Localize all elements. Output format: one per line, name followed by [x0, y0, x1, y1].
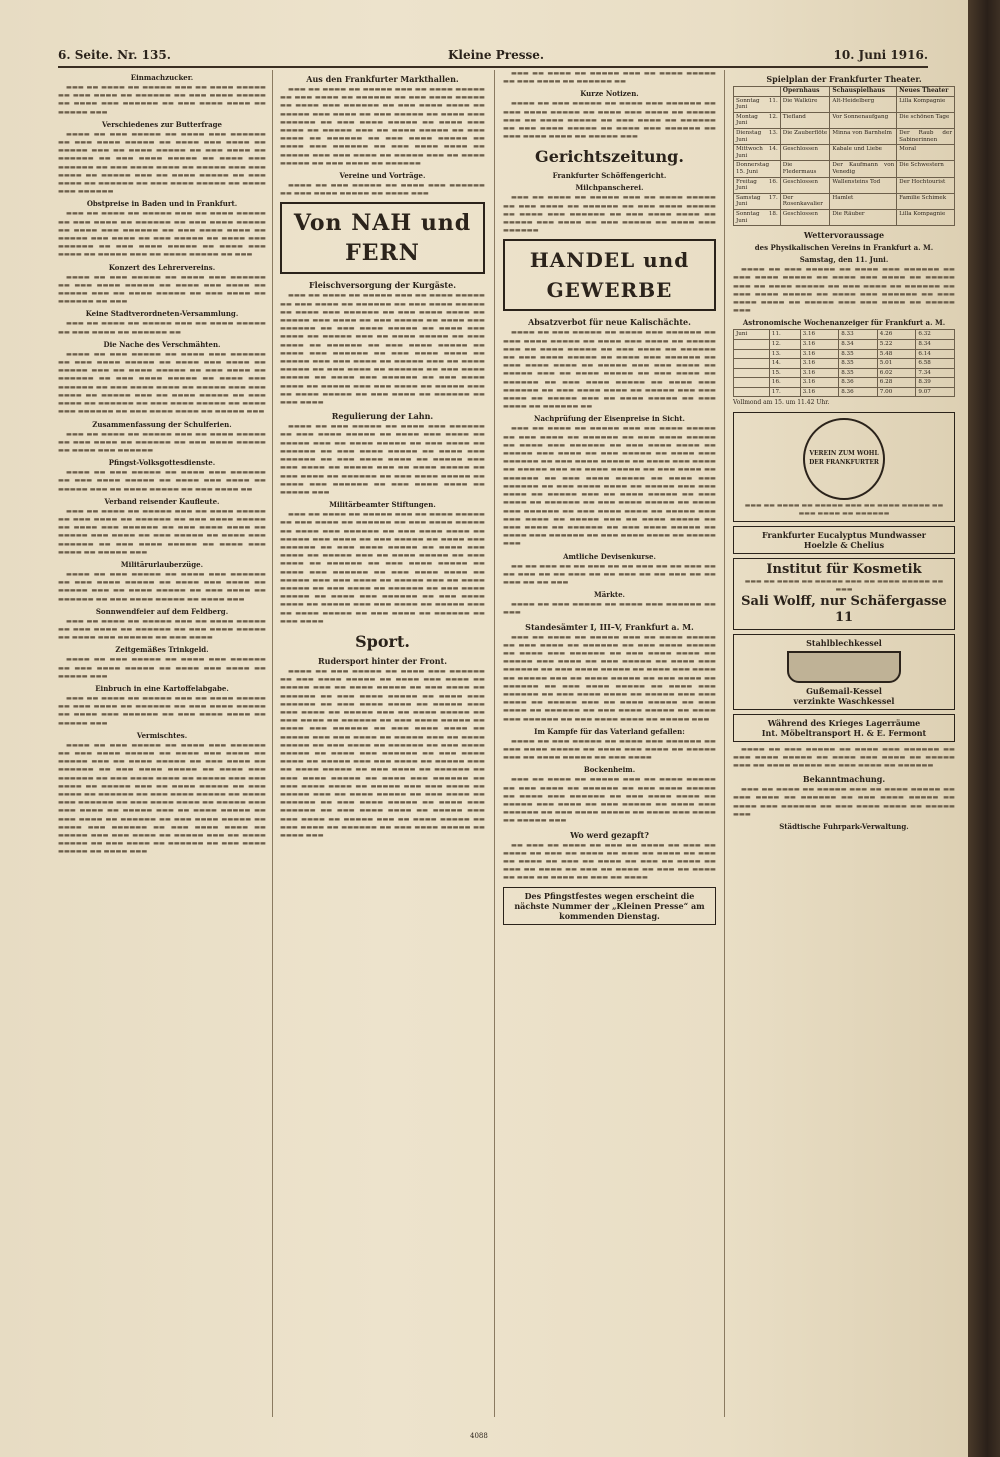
article-body: ▬▬▬ ▬▬ ▬▬▬▬ ▬▬ ▬▬▬▬▬ ▬▬▬ ▬▬ ▬▬▬▬ ▬▬▬▬▬ ▬▬ ▬▬▬ ▬▬▬▬ ▬▬ ▬▬▬▬▬▬ ▬▬ ▬▬▬ ▬▬▬▬ ▬▬▬▬▬ ▬▬ ▬▬▬▬ ▬▬▬ ▬▬▬▬▬▬ ▬▬ ▬▬▬ ▬▬▬▬ ▬▬▬▬ ▬▬ ▬▬▬▬▬ ▬▬▬ ▬▬▬▬ ▬▬ ▬▬▬ ▬▬▬▬▬ ▬▬ ▬▬▬▬ ▬▬▬ ▬▬▬▬▬▬ ▬▬ ▬▬▬ ▬▬▬▬ ▬▬▬▬▬ ▬▬ ▬▬▬▬ ▬▬▬ ▬▬▬▬ ▬▬ ▬▬▬▬▬ ▬▬▬ ▬▬ ▬▬▬▬ ▬▬▬▬▬ ▬▬ ▬▬▬ ▬▬▬▬ ▬▬ ▬▬▬▬▬▬ ▬▬ ▬▬▬ ▬▬▬▬ ▬▬▬▬▬ ▬▬ ▬▬▬▬ ▬▬▬ ▬▬▬▬▬▬ ▬▬ ▬▬▬ ▬▬▬▬ ▬▬▬▬ ▬▬ ▬▬▬▬▬ ▬▬▬ ▬▬▬ ▬▬▬▬ ▬▬ ▬▬▬▬▬ ▬▬▬ ▬▬ ▬▬▬▬ ▬▬▬▬▬ ▬▬ ▬▬▬ ▬▬▬▬ ▬▬ ▬▬▬▬▬▬ ▬▬ ▬▬▬ ▬▬▬▬ ▬▬▬▬▬ ▬▬ ▬▬▬▬ ▬▬▬ ▬▬▬▬▬▬ ▬▬ ▬▬▬ ▬▬▬▬ ▬▬▬▬ ▬▬ ▬▬▬▬▬ ▬▬▬ ▬▬▬ ▬▬▬▬ ▬▬ ▬▬▬▬▬ ▬▬▬ ▬▬ ▬▬▬▬ ▬▬▬▬▬ ▬▬ ▬▬▬ ▬▬▬▬ ▬▬ ▬▬▬▬▬▬ ▬▬ ▬▬▬ ▬▬▬▬ [280, 292, 485, 407]
table-cell: Die Fledermaus [780, 161, 830, 177]
article-heading: Militärurlauberzüge. [120, 559, 204, 569]
article-body: ▬▬▬ ▬▬ ▬▬▬▬ ▬▬ ▬▬▬▬▬ ▬▬▬ ▬▬ ▬▬▬▬ ▬▬▬▬▬ ▬▬ ▬▬▬ ▬▬▬▬ ▬▬ ▬▬▬▬▬▬ ▬▬ ▬▬▬ ▬▬▬▬ ▬▬▬▬▬ ▬▬ ▬▬▬▬ ▬▬▬ ▬▬▬▬▬▬ ▬▬ ▬▬▬ ▬▬▬▬ ▬▬▬▬ ▬▬ ▬▬▬▬▬ ▬▬▬ ▬▬▬▬ ▬▬ ▬▬▬ ▬▬▬▬▬ ▬▬ ▬▬▬▬ ▬▬▬ ▬▬▬▬▬▬ ▬▬ ▬▬▬ ▬▬▬▬ ▬▬▬▬▬ ▬▬ ▬▬▬▬ ▬▬▬ ▬▬▬▬ ▬▬ ▬▬▬▬▬ ▬▬▬ ▬▬ ▬▬▬▬ ▬▬▬▬▬ ▬▬ ▬▬▬ ▬▬▬▬ ▬▬ ▬▬▬▬▬▬ ▬▬ ▬▬▬ ▬▬▬▬ ▬▬▬▬▬ ▬▬ ▬▬▬▬ ▬▬▬ ▬▬▬▬▬▬ ▬▬ ▬▬▬ ▬▬▬▬ ▬▬▬▬ ▬▬ ▬▬▬▬▬ ▬▬▬ ▬▬▬ ▬▬▬▬ ▬▬ ▬▬▬▬▬ ▬▬▬ ▬▬ ▬▬▬▬ ▬▬▬▬▬ ▬▬ ▬▬▬ ▬▬▬▬ ▬▬ ▬▬▬▬▬▬ ▬▬ ▬▬▬ ▬▬▬▬ ▬▬▬▬▬ ▬▬ ▬▬▬▬ ▬▬▬ ▬▬▬▬▬▬ ▬▬ ▬▬▬ ▬▬▬▬ ▬▬▬▬ ▬▬ ▬▬▬▬▬ ▬▬▬ ▬▬▬ ▬▬▬▬ ▬▬ ▬▬▬▬▬ ▬▬▬ ▬▬ ▬▬▬▬ ▬▬▬▬▬ ▬▬ ▬▬▬ ▬▬▬▬ ▬▬ ▬▬▬▬▬▬ ▬▬ ▬▬▬ ▬▬▬▬ ▬▬▬▬▬ ▬▬ ▬▬▬▬ ▬▬▬ ▬▬▬▬▬▬ ▬▬ ▬▬▬ ▬▬▬▬ ▬▬▬▬ ▬▬ ▬▬▬▬▬ ▬▬▬ [503, 425, 716, 548]
table-cell: Der Kaufmann von Venedig [830, 161, 897, 177]
article-body: ▬▬▬ ▬▬ ▬▬▬▬ ▬▬ ▬▬▬▬▬ ▬▬▬ ▬▬ ▬▬▬▬ ▬▬▬▬▬ ▬▬ ▬▬▬ ▬▬▬▬ ▬▬ ▬▬▬▬▬▬ ▬▬ ▬▬▬ ▬▬▬▬ ▬▬▬▬▬ ▬▬ ▬▬▬▬ ▬▬▬ ▬▬▬▬▬▬ ▬▬ ▬▬▬ ▬▬▬▬ ▬▬▬▬ ▬▬ ▬▬▬▬▬ ▬▬▬ ▬▬▬▬ ▬▬ ▬▬▬ ▬▬▬▬▬ ▬▬ ▬▬▬▬ ▬▬▬ ▬▬▬▬▬▬ ▬▬ ▬▬▬ ▬▬▬▬ ▬▬▬▬▬ ▬▬ ▬▬▬▬ ▬▬▬ ▬▬▬▬ ▬▬ ▬▬▬▬▬ ▬▬▬ [58, 507, 266, 556]
table-cell: 6.32 [916, 330, 955, 340]
column-header [734, 87, 781, 97]
table-cell: 14. [769, 359, 800, 369]
advertisement-mundwasser [733, 526, 955, 554]
article-heading: Aus den Frankfurter Markthallen. [306, 74, 459, 84]
article-body: ▬▬▬ ▬▬ ▬▬▬▬ ▬▬ ▬▬▬▬▬ ▬▬▬ ▬▬ ▬▬▬▬ ▬▬▬▬▬ ▬▬ ▬▬▬ ▬▬▬▬ ▬▬ ▬▬▬▬▬▬ ▬▬ ▬▬▬ ▬▬▬▬ ▬▬▬▬▬ ▬▬ ▬▬▬▬ ▬▬▬ ▬▬▬▬▬▬ ▬▬ ▬▬▬ ▬▬▬▬ ▬▬▬▬ ▬▬ ▬▬▬▬▬ ▬▬▬ ▬▬▬▬ ▬▬ ▬▬▬ ▬▬▬▬▬ ▬▬ ▬▬▬▬ ▬▬▬ ▬▬▬▬▬▬ ▬▬ ▬▬▬ ▬▬▬▬ ▬▬▬▬▬ ▬▬ ▬▬▬▬ ▬▬▬ ▬▬▬▬ ▬▬ ▬▬▬▬▬ ▬▬▬ ▬▬ ▬▬▬▬ ▬▬▬▬▬ ▬▬ ▬▬▬ ▬▬▬▬ ▬▬ ▬▬▬▬▬▬ ▬▬ ▬▬▬ ▬▬▬▬ ▬▬▬▬▬ ▬▬ ▬▬▬▬ ▬▬▬ ▬▬▬▬▬▬ ▬▬ ▬▬▬ ▬▬▬▬ ▬▬▬▬ ▬▬ ▬▬▬▬▬ ▬▬▬ ▬▬▬ ▬▬▬▬ ▬▬ ▬▬▬▬▬ ▬▬▬ ▬▬ ▬▬▬▬ ▬▬▬▬▬ ▬▬ ▬▬▬ ▬▬▬▬ ▬▬ ▬▬▬▬▬▬ [280, 86, 485, 167]
article-heading: Märkte. [594, 590, 625, 600]
table-row [734, 177, 955, 193]
table-row [734, 112, 955, 128]
article-body: ▬▬▬▬ ▬▬ ▬▬▬ ▬▬▬▬▬ ▬▬ ▬▬▬▬ ▬▬▬ ▬▬▬▬▬▬ ▬▬ ▬▬▬ [503, 601, 716, 617]
table-cell: 6.58 [916, 359, 955, 369]
masthead [58, 44, 928, 68]
table-cell: Geschlossen [780, 145, 830, 161]
article-heading: Im Kampfe für das Vaterland gefallen: [534, 726, 685, 736]
table-cell: Minna von Barnhelm [830, 128, 897, 144]
article-body: ▬▬▬▬ ▬▬ ▬▬▬ ▬▬▬▬▬ ▬▬ ▬▬▬▬ ▬▬▬ ▬▬▬▬▬▬ ▬▬ ▬▬▬ ▬▬▬▬ ▬▬▬▬▬ ▬▬ ▬▬▬▬ ▬▬▬ ▬▬▬▬ ▬▬ ▬▬▬▬▬ ▬▬▬ ▬▬ ▬▬▬▬ ▬▬▬▬▬ ▬▬ ▬▬▬ ▬▬▬▬ ▬▬ ▬▬▬▬▬▬ ▬▬ ▬▬▬ ▬▬▬▬ ▬▬▬▬▬ ▬▬ ▬▬▬▬ ▬▬▬ ▬▬▬▬▬▬ ▬▬ ▬▬▬ ▬▬▬▬ ▬▬▬▬ ▬▬ ▬▬▬▬▬ ▬▬▬ ▬▬▬ ▬▬▬▬ ▬▬ ▬▬▬▬▬ ▬▬▬ [733, 266, 955, 315]
column-header: Neues Theater [897, 87, 955, 97]
table-row [734, 378, 955, 388]
ad-title: Stahlblechkessel [806, 637, 882, 648]
article-heading: Die Nache des Verschmähten. [103, 339, 221, 349]
table-cell: 3.16 [800, 349, 839, 359]
column-rule [724, 70, 725, 1417]
table-header-row [734, 87, 955, 97]
table-cell: 8.35 [839, 368, 878, 378]
ad-title: Während des Krieges Lagerräume [767, 717, 921, 728]
table-cell: Dienstag 13. Juni [734, 128, 781, 144]
holiday-notice [503, 887, 716, 925]
table-row [734, 193, 955, 209]
advertisement-lager [733, 714, 955, 742]
column-2 [280, 70, 485, 1427]
article-heading: Nachprüfung der Eisenpreise in Sicht. [534, 414, 685, 424]
astronomy-title: Astronomische Wochenanzeiger für Frankfurt a. M. [742, 318, 946, 328]
article-heading: Fleischversorgung der Kurgäste. [309, 280, 456, 291]
ad-title: Institut für Kosmetik [766, 561, 922, 577]
table-cell: 6.14 [916, 349, 955, 359]
table-cell: 15. [769, 368, 800, 378]
table-cell: Wallensteins Tod [830, 177, 897, 193]
table-cell: Die Zauberflöte [780, 128, 830, 144]
article-body: ▬▬▬▬ ▬▬ ▬▬▬ ▬▬▬▬▬ ▬▬ ▬▬▬▬ ▬▬▬ ▬▬▬▬▬▬ ▬▬ ▬▬▬ ▬▬▬▬ ▬▬▬▬▬ ▬▬ ▬▬▬▬ ▬▬▬ ▬▬▬▬ ▬▬ ▬▬▬▬▬ ▬▬▬ [58, 656, 266, 680]
ad-subtitle: verzinkte Waschkessel [793, 695, 895, 706]
astronomy-note: Vollmond am 15. um 11.42 Uhr. [733, 399, 830, 407]
table-cell: 3.16 [800, 368, 839, 378]
article-subheading: Milchpanscherei. [575, 183, 644, 193]
table-cell: 12. [769, 339, 800, 349]
table-cell: 7.00 [877, 387, 916, 397]
table-cell [734, 339, 770, 349]
article-body: ▬▬▬▬ ▬▬ ▬▬▬ ▬▬▬▬▬ ▬▬ ▬▬▬▬ ▬▬▬ ▬▬▬▬▬▬ ▬▬ ▬▬▬ ▬▬▬▬ ▬▬▬▬▬ ▬▬ ▬▬▬▬ ▬▬▬ ▬▬▬▬ ▬▬ ▬▬▬▬▬ ▬▬▬ ▬▬ ▬▬▬▬ ▬▬▬▬▬ ▬▬ ▬▬▬ ▬▬▬▬ ▬▬ ▬▬▬▬▬▬ ▬▬ ▬▬▬ ▬▬▬▬ ▬▬▬▬▬ ▬▬ ▬▬▬▬ ▬▬▬ ▬▬▬▬▬▬ ▬▬ ▬▬▬ ▬▬▬▬ ▬▬▬▬ ▬▬ ▬▬▬▬▬ ▬▬▬ ▬▬▬ ▬▬▬▬ ▬▬ ▬▬▬▬▬ ▬▬▬ ▬▬ ▬▬▬▬ ▬▬▬▬▬ ▬▬ ▬▬▬ ▬▬▬▬ ▬▬ ▬▬▬▬▬▬ ▬▬ ▬▬▬ ▬▬▬▬ ▬▬▬▬▬ ▬▬ ▬▬▬▬ ▬▬▬ ▬▬▬▬▬▬ ▬▬ ▬▬▬ ▬▬▬▬ ▬▬▬▬ ▬▬ ▬▬▬▬▬ ▬▬▬ ▬▬▬ ▬▬▬▬ ▬▬ ▬▬▬▬▬ ▬▬▬ ▬▬ ▬▬▬▬ ▬▬▬▬▬ ▬▬ ▬▬▬ ▬▬▬▬ ▬▬ ▬▬▬▬▬▬ ▬▬ [503, 329, 716, 411]
article-body: ▬▬▬▬ ▬▬ ▬▬▬ ▬▬▬▬▬ ▬▬ ▬▬▬▬ ▬▬▬ ▬▬▬▬▬▬ ▬▬ ▬▬▬ ▬▬▬▬ ▬▬▬▬▬ ▬▬ ▬▬▬▬ ▬▬▬ ▬▬▬▬ ▬▬ ▬▬▬▬▬ ▬▬▬ ▬▬ ▬▬▬▬ ▬▬▬▬▬ ▬▬ ▬▬▬ ▬▬▬▬ ▬▬ ▬▬▬▬▬▬ ▬▬ ▬▬▬ ▬▬▬▬ ▬▬▬▬▬ ▬▬ ▬▬▬▬ ▬▬▬ ▬▬▬▬▬▬ ▬▬ ▬▬▬ ▬▬▬▬ ▬▬▬▬ ▬▬ ▬▬▬▬▬ ▬▬▬ ▬▬▬ ▬▬▬▬ ▬▬ ▬▬▬▬▬ ▬▬▬ ▬▬ ▬▬▬▬ ▬▬▬▬▬ ▬▬ ▬▬▬ ▬▬▬▬ ▬▬ ▬▬▬▬▬▬ ▬▬ ▬▬▬ ▬▬▬▬ ▬▬▬▬▬ ▬▬ ▬▬▬▬ ▬▬▬ ▬▬▬▬▬▬ [58, 130, 266, 196]
ad-body: ▬▬▬ ▬▬ ▬▬▬▬ ▬▬ ▬▬▬▬▬ ▬▬▬ ▬▬ ▬▬▬▬ ▬▬▬▬▬ ▬▬ ▬▬▬ [744, 577, 944, 593]
table-cell: Sonntag 11. Juni [734, 96, 781, 112]
table-cell: Mittwoch 14. Juni [734, 145, 781, 161]
table-cell: 8.36 [839, 378, 878, 388]
article-body: ▬▬▬ ▬▬ ▬▬▬▬ ▬▬ ▬▬▬▬▬ ▬▬▬ ▬▬ ▬▬▬▬ ▬▬▬▬▬ ▬▬ ▬▬▬ ▬▬▬▬ ▬▬ ▬▬▬▬▬▬ ▬▬ ▬▬▬ ▬▬▬▬ ▬▬▬▬▬ ▬▬ ▬▬▬▬ ▬▬▬ ▬▬▬▬▬▬ ▬▬ ▬▬▬ ▬▬▬▬ ▬▬▬▬ ▬▬ ▬▬▬▬▬ ▬▬▬ ▬▬▬▬ ▬▬ ▬▬▬ ▬▬▬▬▬ ▬▬ ▬▬▬▬ ▬▬▬ ▬▬▬▬▬▬ ▬▬ ▬▬▬ ▬▬▬▬ ▬▬▬▬▬ ▬▬ ▬▬▬▬ ▬▬▬ ▬▬▬▬ ▬▬ ▬▬▬▬▬ ▬▬▬ [503, 776, 716, 825]
table-cell: 5.48 [877, 349, 916, 359]
article-body: ▬▬ ▬▬▬ ▬▬ ▬▬▬▬ ▬▬ ▬▬▬ ▬▬ ▬▬▬▬ ▬▬ ▬▬▬ ▬▬ ▬▬▬▬ ▬▬ ▬▬▬ ▬▬ ▬▬▬▬ ▬▬ ▬▬▬ ▬▬ ▬▬▬▬ ▬▬ ▬▬▬ ▬▬ ▬▬▬▬ ▬▬ ▬▬▬ ▬▬ ▬▬▬▬ ▬▬ ▬▬▬ ▬▬ ▬▬▬▬ ▬▬ ▬▬▬ ▬▬ ▬▬▬▬ ▬▬ ▬▬▬ ▬▬ ▬▬▬▬ ▬▬ ▬▬▬ ▬▬ ▬▬▬▬ ▬▬ ▬▬▬ ▬▬ ▬▬▬▬ ▬▬ ▬▬▬ ▬▬ ▬▬▬▬ [503, 841, 716, 882]
book-spine [968, 0, 1000, 1457]
article-heading: Vereine und Vorträge. [339, 171, 426, 181]
advertisement-kessel [733, 634, 955, 710]
table-row [734, 349, 955, 359]
article-heading: Einbruch in eine Kartoffelabgabe. [95, 683, 229, 693]
table-cell: 9.07 [916, 387, 955, 397]
article-heading: Absatzverbot für neue Kalischächte. [528, 317, 691, 328]
column-header: Opernhaus [780, 87, 830, 97]
table-cell: Vor Sonnenaufgang [830, 112, 897, 128]
section-banner-handel-und-gewerbe: HANDEL und GEWERBE [503, 239, 716, 311]
table-cell: Alt-Heidelberg [830, 96, 897, 112]
table-cell [734, 359, 770, 369]
table-cell: Kabale und Liebe [830, 145, 897, 161]
astronomy-table [733, 329, 955, 397]
table-row [734, 128, 955, 144]
article-heading: Sonnwendfeier auf dem Feldberg. [95, 606, 229, 616]
article-heading: Verschiedenes zur Butterfrage [102, 119, 222, 129]
table-cell: Die Schwestern [897, 161, 955, 177]
issue-date: 10. Juni 1916. [833, 48, 928, 62]
column-rule [494, 70, 495, 1417]
paper-title: Kleine Presse. [448, 48, 545, 62]
table-row [734, 359, 955, 369]
article-body: ▬▬▬▬ ▬▬ ▬▬▬ ▬▬▬▬▬ ▬▬ ▬▬▬▬ ▬▬▬ ▬▬▬▬▬▬ ▬▬ ▬▬▬ ▬▬▬▬ ▬▬▬▬▬ ▬▬ ▬▬▬▬ ▬▬▬ ▬▬▬▬ ▬▬ ▬▬▬▬▬ ▬▬▬ ▬▬ ▬▬▬▬ ▬▬▬▬▬ ▬▬ ▬▬▬ ▬▬▬▬ [503, 737, 716, 762]
article-heading: Obstpreise in Baden und in Frankfurt. [86, 199, 238, 209]
table-cell: Der Raub der Sabinerinnen [897, 128, 955, 144]
ad-firm: Hoelzle & Chelius [803, 539, 885, 550]
table-cell: 6.28 [877, 378, 916, 388]
signature-line: Städtische Fuhrpark-Verwaltung. [779, 822, 909, 832]
article-heading: Konzert des Lehrervereins. [108, 262, 216, 272]
article-body: ▬▬▬ ▬▬ ▬▬▬▬ ▬▬ ▬▬▬▬▬ ▬▬▬ ▬▬ ▬▬▬▬ ▬▬▬▬▬ ▬▬ ▬▬▬ ▬▬▬▬ ▬▬ ▬▬▬▬▬▬ ▬▬ ▬▬▬ ▬▬▬▬ ▬▬▬▬▬ ▬▬ ▬▬▬▬ ▬▬▬ ▬▬▬▬▬▬ ▬▬ ▬▬▬ ▬▬▬▬ ▬▬▬▬ ▬▬ ▬▬▬▬▬ ▬▬▬ ▬▬▬▬ ▬▬ ▬▬▬ ▬▬▬▬▬ ▬▬ ▬▬▬▬ ▬▬▬ ▬▬▬▬▬▬ ▬▬ ▬▬▬ ▬▬▬▬ ▬▬▬▬▬ ▬▬ ▬▬▬▬ ▬▬▬ ▬▬▬▬ ▬▬ ▬▬▬▬▬ ▬▬▬ ▬▬ ▬▬▬▬ ▬▬▬▬▬ ▬▬ ▬▬▬ ▬▬▬▬ ▬▬ ▬▬▬▬▬▬ ▬▬ ▬▬▬ ▬▬▬▬ ▬▬▬▬▬ ▬▬ ▬▬▬▬ ▬▬▬ ▬▬▬▬▬▬ ▬▬ ▬▬▬ ▬▬▬▬ ▬▬▬▬ ▬▬ ▬▬▬▬▬ ▬▬▬ ▬▬▬ ▬▬▬▬ ▬▬ ▬▬▬▬▬ ▬▬▬ ▬▬ ▬▬▬▬ ▬▬▬▬▬ ▬▬ ▬▬▬ ▬▬▬▬ ▬▬ ▬▬▬▬▬▬ ▬▬ ▬▬▬ ▬▬▬▬ ▬▬▬▬▬ ▬▬ ▬▬▬▬ ▬▬▬ ▬▬▬▬▬▬ ▬▬ ▬▬▬ ▬▬▬▬ ▬▬▬▬ ▬▬ ▬▬▬▬▬ ▬▬▬ [503, 633, 716, 723]
table-row [734, 368, 955, 378]
table-cell: Moral [897, 145, 955, 161]
table-cell: Montag 12. Juni [734, 112, 781, 128]
table-cell [734, 378, 770, 388]
article-body: ▬▬▬▬ ▬▬ ▬▬▬ ▬▬▬▬▬ ▬▬ ▬▬▬▬ ▬▬▬ ▬▬▬▬▬▬ ▬▬ ▬▬▬ ▬▬▬▬ ▬▬▬▬▬ ▬▬ ▬▬▬▬ ▬▬▬ ▬▬▬▬ ▬▬ ▬▬▬▬▬ ▬▬▬ ▬▬ ▬▬▬▬ ▬▬▬▬▬ ▬▬ ▬▬▬ ▬▬▬▬ ▬▬ ▬▬▬▬▬▬ [733, 745, 955, 770]
column-4 [733, 70, 955, 1427]
table-cell: 8.36 [839, 387, 878, 397]
article-body: ▬▬▬▬ ▬▬ ▬▬▬ ▬▬▬▬▬ ▬▬ ▬▬▬▬ ▬▬▬ ▬▬▬▬▬▬ ▬▬ ▬▬▬ ▬▬▬▬ ▬▬▬▬▬ ▬▬ ▬▬▬▬ ▬▬▬ ▬▬▬▬ ▬▬ ▬▬▬▬▬ ▬▬▬ ▬▬ ▬▬▬▬ ▬▬▬▬▬ ▬▬ ▬▬▬ ▬▬▬▬ ▬▬ ▬▬▬▬▬▬ ▬▬ ▬▬▬ ▬▬▬▬ ▬▬▬▬▬ ▬▬ ▬▬▬▬ ▬▬▬ ▬▬▬▬▬▬ ▬▬ ▬▬▬ ▬▬▬▬ ▬▬▬▬ ▬▬ ▬▬▬▬▬ ▬▬▬ ▬▬▬ ▬▬▬▬ ▬▬ ▬▬▬▬▬ ▬▬▬ ▬▬ ▬▬▬▬ ▬▬▬▬▬ ▬▬ ▬▬▬ ▬▬▬▬ ▬▬ ▬▬▬▬▬▬ ▬▬ ▬▬▬ ▬▬▬▬ ▬▬▬▬▬ ▬▬ ▬▬▬▬ ▬▬▬ ▬▬▬▬▬▬ ▬▬ ▬▬▬ ▬▬▬▬ ▬▬▬▬ ▬▬ ▬▬▬▬▬ ▬▬▬ ▬▬▬ ▬▬▬▬ ▬▬ ▬▬▬▬▬ ▬▬▬ ▬▬ ▬▬▬▬ ▬▬▬▬▬ ▬▬ ▬▬▬ ▬▬▬▬ ▬▬ ▬▬▬▬▬▬ ▬▬ ▬▬▬ ▬▬▬▬ ▬▬▬▬▬ ▬▬ ▬▬▬▬ ▬▬▬ ▬▬▬▬▬▬ ▬▬ ▬▬▬ ▬▬▬▬ ▬▬▬▬ ▬▬ ▬▬▬▬▬ ▬▬▬ ▬▬▬ ▬▬▬▬ ▬▬ ▬▬▬▬▬ ▬▬▬ ▬▬ ▬▬▬▬ ▬▬▬▬▬ ▬▬ ▬▬▬ ▬▬▬▬ ▬▬ ▬▬▬▬▬▬ ▬▬ ▬▬▬ ▬▬▬▬ ▬▬▬▬▬ ▬▬ ▬▬▬▬ ▬▬▬ ▬▬▬▬▬▬ ▬▬ ▬▬▬ ▬▬▬▬ ▬▬▬▬ ▬▬ ▬▬▬▬▬ ▬▬▬ ▬▬▬ ▬▬▬▬ ▬▬ ▬▬▬▬▬ ▬▬▬ ▬▬ ▬▬▬▬ ▬▬▬▬▬ ▬▬ ▬▬▬ ▬▬▬▬ ▬▬ ▬▬▬▬▬▬ ▬▬ ▬▬▬ ▬▬▬▬ ▬▬▬▬▬ ▬▬ ▬▬▬▬ ▬▬▬ ▬▬▬▬▬▬ ▬▬ ▬▬▬ ▬▬▬▬ ▬▬▬▬ ▬▬ ▬▬▬▬▬ ▬▬▬ ▬▬▬ ▬▬▬▬ ▬▬ ▬▬▬▬▬ ▬▬▬ ▬▬ ▬▬▬▬ ▬▬▬▬▬ ▬▬ ▬▬▬ ▬▬▬▬ ▬▬ ▬▬▬▬▬▬ ▬▬ ▬▬▬ ▬▬▬▬ ▬▬▬▬▬ ▬▬ ▬▬▬▬ ▬▬▬ [280, 667, 485, 840]
table-cell: 8.34 [916, 339, 955, 349]
article-body: ▬▬▬ ▬▬ ▬▬▬▬ ▬▬ ▬▬▬▬▬ ▬▬▬ ▬▬ ▬▬▬▬ ▬▬▬▬▬ ▬▬ ▬▬▬ ▬▬▬▬ ▬▬ ▬▬▬▬▬▬ ▬▬ ▬▬▬ ▬▬▬▬ ▬▬▬▬▬ ▬▬ ▬▬▬▬ ▬▬▬ ▬▬▬▬▬▬ ▬▬ ▬▬▬ ▬▬▬▬ ▬▬▬▬ ▬▬ ▬▬▬▬▬ ▬▬▬ [58, 694, 266, 727]
article-heading: Kurze Notizen. [580, 89, 639, 99]
table-cell: 16. [769, 378, 800, 388]
article-body: ▬▬▬ ▬▬ ▬▬▬▬ ▬▬ ▬▬▬▬▬ ▬▬▬ ▬▬ ▬▬▬▬ ▬▬▬▬▬ ▬▬ ▬▬▬ ▬▬▬▬ ▬▬ ▬▬▬▬▬▬ ▬▬ [503, 70, 716, 86]
table-cell: 3.16 [800, 378, 839, 388]
theater-schedule-title: Spielplan der Frankfurter Theater. [766, 74, 922, 84]
seal-emblem-icon: VEREIN ZUM WOHL DER FRANKFURTER [803, 418, 885, 500]
column-rule [272, 70, 273, 1417]
ad-shop: Sali Wolff, nur Schäfergasse 11 [741, 593, 947, 625]
article-body: ▬▬▬ ▬▬ ▬▬▬▬ ▬▬ ▬▬▬▬▬ ▬▬▬ ▬▬ ▬▬▬▬ ▬▬▬▬▬ ▬▬ ▬▬▬ ▬▬▬▬ ▬▬ ▬▬▬▬▬▬ ▬▬ ▬▬▬ ▬▬▬▬ ▬▬▬▬▬ ▬▬ ▬▬▬▬ ▬▬▬ ▬▬▬▬▬▬ ▬▬ ▬▬▬ ▬▬▬▬ ▬▬▬▬ ▬▬ ▬▬▬▬▬ ▬▬▬ ▬▬▬▬ ▬▬ ▬▬▬ ▬▬▬▬▬ ▬▬ ▬▬▬▬ ▬▬▬ ▬▬▬▬▬▬ [503, 194, 716, 235]
article-body: ▬▬▬▬ ▬▬ ▬▬▬ ▬▬▬▬▬ ▬▬ ▬▬▬▬ ▬▬▬ ▬▬▬▬▬▬ ▬▬ ▬▬▬ ▬▬▬▬ ▬▬▬▬▬ ▬▬ ▬▬▬▬ ▬▬▬ ▬▬▬▬ ▬▬ ▬▬▬▬▬ ▬▬▬ ▬▬ ▬▬▬▬ ▬▬▬▬▬ ▬▬ ▬▬▬ ▬▬▬▬ ▬▬ ▬▬▬▬▬▬ ▬▬ ▬▬▬ ▬▬▬▬ ▬▬▬▬▬ ▬▬ ▬▬▬▬ ▬▬▬ ▬▬▬▬▬▬ ▬▬ ▬▬▬ ▬▬▬▬ ▬▬▬▬ ▬▬ ▬▬▬▬▬ ▬▬▬ ▬▬▬ ▬▬▬▬ ▬▬ ▬▬▬▬▬ ▬▬▬ ▬▬ ▬▬▬▬ ▬▬▬▬▬ ▬▬ ▬▬▬ ▬▬▬▬ ▬▬ ▬▬▬▬▬▬ ▬▬ ▬▬▬ ▬▬▬▬ ▬▬▬▬▬ ▬▬ ▬▬▬▬ ▬▬▬ ▬▬▬▬▬▬ ▬▬ ▬▬▬ ▬▬▬▬ ▬▬▬▬ ▬▬ ▬▬▬▬▬ ▬▬▬ [280, 423, 485, 496]
table-cell: 4.26 [877, 330, 916, 340]
table-cell: Geschlossen [780, 177, 830, 193]
page-footer-mark: 4088 [470, 1432, 488, 1440]
table-cell: Samstag 17. Juni [734, 193, 781, 209]
table-cell: 5.22 [877, 339, 916, 349]
column-1 [58, 70, 266, 1427]
ad-firm: Int. Möbeltransport H. & E. Fermont [761, 727, 927, 738]
holiday-notice-text: Des Pfingstfestes wegen erscheint die nächste Nummer der „Kleinen Presse“ am kommenden Dienstag. [514, 890, 705, 921]
article-body: ▬▬▬▬ ▬▬ ▬▬▬ ▬▬▬▬▬ ▬▬ ▬▬▬▬ ▬▬▬ ▬▬▬▬▬▬ ▬▬ ▬▬▬ ▬▬▬▬ ▬▬▬▬▬ ▬▬ ▬▬▬▬ ▬▬▬ ▬▬▬▬ ▬▬ ▬▬▬▬▬ ▬▬▬ ▬▬ ▬▬▬▬ ▬▬▬▬▬ ▬▬ ▬▬▬ ▬▬▬▬ ▬▬ ▬▬▬▬▬▬ ▬▬ ▬▬▬ [58, 273, 266, 306]
article-heading: Pfingst-Volksgottesdienste. [108, 458, 216, 468]
table-row [734, 96, 955, 112]
table-cell: Lilla Kompagnie [897, 96, 955, 112]
table-cell: Familie Schimek [897, 193, 955, 209]
article-heading: Rudersport hinter der Front. [317, 655, 448, 666]
table-cell: 3.16 [800, 359, 839, 369]
weather-subtitle: des Physikalischen Vereins in Frankfurt a. M. [754, 243, 934, 253]
weather-title: Wettervoraussage [803, 230, 885, 241]
article-body: ▬▬▬ ▬▬ ▬▬▬▬ ▬▬ ▬▬▬▬▬ ▬▬▬ ▬▬ ▬▬▬▬ ▬▬▬▬▬ ▬▬ ▬▬▬ ▬▬▬▬ ▬▬ ▬▬▬▬▬▬ ▬▬ ▬▬▬ ▬▬▬▬ ▬▬▬▬▬ ▬▬ ▬▬▬▬ ▬▬▬ ▬▬▬▬▬▬ ▬▬ ▬▬▬ ▬▬▬▬ ▬▬▬▬ ▬▬ ▬▬▬▬▬ ▬▬▬ [733, 786, 955, 818]
table-cell: 8.35 [839, 349, 878, 359]
article-body: ▬▬▬▬ ▬▬ ▬▬▬ ▬▬▬▬▬ ▬▬ ▬▬▬▬ ▬▬▬ ▬▬▬▬▬▬ ▬▬ ▬▬▬ ▬▬▬▬ ▬▬▬▬▬ ▬▬ ▬▬▬▬ ▬▬▬ ▬▬▬▬ ▬▬ ▬▬▬▬▬ ▬▬▬ ▬▬ ▬▬▬▬ ▬▬▬▬▬ ▬▬ ▬▬▬ ▬▬▬▬ ▬▬ ▬▬▬▬▬▬ ▬▬ ▬▬▬ ▬▬▬▬ ▬▬▬▬▬ ▬▬ ▬▬▬▬ ▬▬▬ [58, 570, 266, 603]
table-row [734, 339, 955, 349]
article-heading: Bekanntmachung. [802, 774, 886, 785]
article-heading: Vermischtes. [136, 730, 188, 740]
article-body: ▬▬▬▬ ▬▬ ▬▬▬ ▬▬▬▬▬ ▬▬ ▬▬▬▬ ▬▬▬ ▬▬▬▬▬▬ ▬▬ ▬▬▬ ▬▬▬▬ ▬▬▬▬▬ ▬▬ ▬▬▬▬ ▬▬▬ ▬▬▬▬ ▬▬ ▬▬▬▬▬ ▬▬▬ ▬▬ ▬▬▬▬ ▬▬▬▬▬ ▬▬ ▬▬▬ ▬▬▬▬ ▬▬ [58, 469, 266, 493]
table-cell: 3.16 [800, 339, 839, 349]
ad-subtitle: Gußemail-Kessel [806, 685, 882, 696]
table-cell: 5.01 [877, 359, 916, 369]
table-cell: 8.39 [916, 378, 955, 388]
table-cell: 8.35 [839, 359, 878, 369]
table-cell: 13. [769, 349, 800, 359]
article-heading: Frankfurter Schöffengericht. [552, 171, 667, 181]
article-body: ▬▬▬▬ ▬▬ ▬▬▬ ▬▬▬▬▬ ▬▬ ▬▬▬▬ ▬▬▬ ▬▬▬▬▬▬ ▬▬ ▬▬▬ ▬▬▬▬ ▬▬▬▬▬ ▬▬ ▬▬▬▬ ▬▬▬ ▬▬▬▬ ▬▬ ▬▬▬▬▬ ▬▬▬ ▬▬ ▬▬▬▬ ▬▬▬▬▬ ▬▬ ▬▬▬ ▬▬▬▬ ▬▬ ▬▬▬▬▬▬ ▬▬ ▬▬▬ ▬▬▬▬ ▬▬▬▬▬ ▬▬ ▬▬▬▬ ▬▬▬ ▬▬▬▬▬▬ ▬▬ ▬▬▬ ▬▬▬▬ ▬▬▬▬ ▬▬ ▬▬▬▬▬ ▬▬▬ ▬▬▬ ▬▬▬▬ ▬▬ ▬▬▬▬▬ ▬▬▬ ▬▬ ▬▬▬▬ ▬▬▬▬▬ ▬▬ ▬▬▬ ▬▬▬▬ ▬▬ ▬▬▬▬▬▬ ▬▬ ▬▬▬ ▬▬▬▬ ▬▬▬▬▬ ▬▬ ▬▬▬▬ ▬▬▬ ▬▬▬▬▬▬ ▬▬ ▬▬▬ ▬▬▬▬ ▬▬▬▬ ▬▬ ▬▬▬▬▬ ▬▬▬ ▬▬▬ ▬▬▬▬ ▬▬ ▬▬▬▬▬ ▬▬▬ ▬▬ ▬▬▬▬ ▬▬▬▬▬ ▬▬ ▬▬▬ ▬▬▬▬ ▬▬ ▬▬▬▬▬▬ ▬▬ ▬▬▬ ▬▬▬▬ ▬▬▬▬▬ ▬▬ ▬▬▬▬ ▬▬▬ ▬▬▬▬▬▬ ▬▬ ▬▬▬ ▬▬▬▬ ▬▬▬▬ ▬▬ ▬▬▬▬▬ ▬▬▬ ▬▬▬ ▬▬▬▬ ▬▬ ▬▬▬▬▬ ▬▬▬ ▬▬ ▬▬▬▬ ▬▬▬▬▬ ▬▬ ▬▬▬ ▬▬▬▬ ▬▬ ▬▬▬▬▬▬ ▬▬ ▬▬▬ ▬▬▬▬ ▬▬▬▬▬ ▬▬ ▬▬▬▬ ▬▬▬ [58, 741, 266, 856]
table-row [734, 387, 955, 397]
table-row [734, 330, 955, 340]
table-cell: Die Walküre [780, 96, 830, 112]
table-cell: 6.02 [877, 368, 916, 378]
article-heading: Zusammenfassung der Schulferien. [92, 419, 232, 429]
article-heading: Verband reisender Kaufleute. [104, 496, 220, 506]
table-cell: Der Rosenkavalier [780, 193, 830, 209]
advertisement-verein [733, 412, 955, 522]
table-cell: Lilla Kompagnie [897, 209, 955, 225]
table-cell: Juni [734, 330, 770, 340]
table-cell: Die Räuber [830, 209, 897, 225]
column-header: Schauspielhaus [830, 87, 897, 97]
article-body: ▬▬▬ ▬▬ ▬▬▬▬ ▬▬ ▬▬▬▬▬ ▬▬▬ ▬▬ ▬▬▬▬ ▬▬▬▬▬ ▬▬ ▬▬▬ ▬▬▬▬ ▬▬ ▬▬▬▬▬▬ ▬▬ [58, 320, 266, 336]
table-cell: Der Hochtourist [897, 177, 955, 193]
table-row [734, 209, 955, 225]
table-cell: Tiefland [780, 112, 830, 128]
article-body: ▬▬▬▬ ▬▬ ▬▬▬ ▬▬▬▬▬ ▬▬ ▬▬▬▬ ▬▬▬ ▬▬▬▬▬▬ ▬▬ ▬▬▬ ▬▬▬▬ ▬▬▬▬▬ ▬▬ ▬▬▬▬ ▬▬▬ ▬▬▬▬ ▬▬ ▬▬▬▬▬ ▬▬▬ ▬▬ ▬▬▬▬ ▬▬▬▬▬ ▬▬ ▬▬▬ ▬▬▬▬ ▬▬ ▬▬▬▬▬▬ ▬▬ ▬▬▬ ▬▬▬▬ ▬▬▬▬▬ ▬▬ ▬▬▬▬ ▬▬▬ ▬▬▬▬▬▬ ▬▬ ▬▬▬ ▬▬▬▬ ▬▬▬▬ ▬▬ ▬▬▬▬▬ ▬▬▬ [503, 100, 716, 141]
article-heading: Wo werd gezapft? [570, 829, 649, 840]
table-cell: 17. [769, 387, 800, 397]
advertisement-kosmetik [733, 558, 955, 630]
table-cell: Sonntag 18. Juni [734, 209, 781, 225]
table-cell: Hamlet [830, 193, 897, 209]
table-cell: Freitag 16. Juni [734, 177, 781, 193]
table-cell: 3.16 [800, 387, 839, 397]
table-cell [734, 387, 770, 397]
ad-title: Frankfurter Eucalyptus Mundwasser [761, 529, 927, 540]
ad-body: ▬▬▬ ▬▬ ▬▬▬▬ ▬▬ ▬▬▬▬▬ ▬▬▬ ▬▬ ▬▬▬▬ ▬▬▬▬▬ ▬▬ ▬▬▬ ▬▬▬▬ ▬▬ ▬▬▬▬▬▬ [744, 501, 944, 517]
article-heading: Militärbeamter Stiftungen. [329, 500, 436, 510]
article-body: ▬▬▬ ▬▬ ▬▬▬▬ ▬▬ ▬▬▬▬▬ ▬▬▬ ▬▬ ▬▬▬▬ ▬▬▬▬▬ ▬▬ ▬▬▬ ▬▬▬▬ ▬▬ ▬▬▬▬▬▬ ▬▬ ▬▬▬ ▬▬▬▬ ▬▬▬▬▬ ▬▬ ▬▬▬▬ ▬▬▬ ▬▬▬▬▬▬ ▬▬ ▬▬▬ ▬▬▬▬ ▬▬▬▬ ▬▬ ▬▬▬▬▬ ▬▬▬ ▬▬▬▬ ▬▬ ▬▬▬ ▬▬▬▬▬ ▬▬ ▬▬▬▬ ▬▬▬ ▬▬▬▬▬▬ ▬▬ ▬▬▬ ▬▬▬▬ ▬▬▬▬▬ ▬▬ ▬▬▬▬ ▬▬▬ ▬▬▬▬ ▬▬ ▬▬▬▬▬ ▬▬▬ ▬▬ ▬▬▬▬ ▬▬▬▬▬ ▬▬ ▬▬▬ [58, 210, 266, 259]
table-cell: Geschlossen [780, 209, 830, 225]
table-cell: 11. [769, 330, 800, 340]
article-body: ▬▬▬▬ ▬▬ ▬▬▬ ▬▬▬▬▬ ▬▬ ▬▬▬▬ ▬▬▬ ▬▬▬▬▬▬ ▬▬ ▬▬▬ ▬▬▬▬ ▬▬▬▬▬ ▬▬ ▬▬▬▬ ▬▬▬ [280, 182, 485, 198]
table-cell: 8.33 [839, 330, 878, 340]
table-cell: Die schönen Tage [897, 112, 955, 128]
column-3 [503, 70, 716, 1427]
article-heading: Amtliche Devisenkurse. [563, 551, 656, 561]
section-banner-nah-und-fern: Von NAH und FERN [280, 202, 485, 274]
table-cell: 7.34 [916, 368, 955, 378]
article-heading: Regulierung der Lahn. [331, 411, 434, 422]
table-cell: 3.16 [800, 330, 839, 340]
table-cell: Donnerstag 15. Juni [734, 161, 781, 177]
article-body: ▬▬▬ ▬▬ ▬▬▬▬ ▬▬ ▬▬▬▬▬ ▬▬▬ ▬▬ ▬▬▬▬ ▬▬▬▬▬ ▬▬ ▬▬▬ ▬▬▬▬ ▬▬ ▬▬▬▬▬▬ ▬▬ ▬▬▬ ▬▬▬▬ ▬▬▬▬▬ ▬▬ ▬▬▬▬ ▬▬▬ ▬▬▬▬▬▬ [58, 430, 266, 454]
article-heading: Zeitgemäßes Trinkgeld. [115, 645, 209, 655]
table-cell: 8.34 [839, 339, 878, 349]
table-cell [734, 368, 770, 378]
table-row [734, 145, 955, 161]
article-body: ▬▬▬ ▬▬ ▬▬▬▬ ▬▬ ▬▬▬▬▬ ▬▬▬ ▬▬ ▬▬▬▬ ▬▬▬▬▬ ▬▬ ▬▬▬ ▬▬▬▬ ▬▬ ▬▬▬▬▬▬ ▬▬ ▬▬▬ ▬▬▬▬ ▬▬▬▬▬ ▬▬ ▬▬▬▬ ▬▬▬ ▬▬▬▬▬▬ ▬▬ ▬▬▬ ▬▬▬▬ ▬▬▬▬ ▬▬ ▬▬▬▬▬ ▬▬▬ ▬▬▬▬ ▬▬ ▬▬▬ ▬▬▬▬▬ ▬▬ ▬▬▬▬ ▬▬▬ ▬▬▬▬▬▬ ▬▬ ▬▬▬ ▬▬▬▬ ▬▬▬▬▬ ▬▬ ▬▬▬▬ ▬▬▬ ▬▬▬▬ ▬▬ ▬▬▬▬▬ ▬▬▬ ▬▬ ▬▬▬▬ ▬▬▬▬▬ ▬▬ ▬▬▬ ▬▬▬▬ ▬▬ ▬▬▬▬▬▬ ▬▬ ▬▬▬ ▬▬▬▬ ▬▬▬▬▬ ▬▬ ▬▬▬▬ ▬▬▬ ▬▬▬▬▬▬ ▬▬ ▬▬▬ ▬▬▬▬ ▬▬▬▬ ▬▬ ▬▬▬▬▬ ▬▬▬ ▬▬▬ ▬▬▬▬ ▬▬ ▬▬▬▬▬ ▬▬▬ ▬▬ ▬▬▬▬ ▬▬▬▬▬ ▬▬ ▬▬▬ ▬▬▬▬ ▬▬ ▬▬▬▬▬▬ ▬▬ ▬▬▬ ▬▬▬▬ ▬▬▬▬▬ ▬▬ ▬▬▬▬ ▬▬▬ ▬▬▬▬▬▬ ▬▬ ▬▬▬ ▬▬▬▬ ▬▬▬▬ ▬▬ ▬▬▬▬▬ ▬▬▬ ▬▬▬ ▬▬▬▬ ▬▬ ▬▬▬▬▬ ▬▬▬ ▬▬ ▬▬▬▬ ▬▬▬▬▬ ▬▬ ▬▬▬ ▬▬▬▬ ▬▬ ▬▬▬▬▬▬ ▬▬ ▬▬▬ ▬▬▬▬ [280, 511, 485, 625]
article-heading: Bockenheim. [583, 765, 636, 775]
article-heading: Keine Stadtverordneten-Versammlung. [85, 309, 239, 319]
article-body: ▬▬ ▬▬ ▬▬▬ ▬▬ ▬▬ ▬▬▬ ▬▬ ▬▬ ▬▬▬ ▬▬ ▬▬ ▬▬▬ ▬▬ ▬▬ ▬▬▬ ▬▬ ▬▬ ▬▬▬ ▬▬ ▬▬ ▬▬▬ ▬▬ ▬▬ ▬▬▬ ▬▬ ▬▬ ▬▬▬ ▬▬ ▬▬ ▬▬▬ [503, 562, 716, 586]
weather-date: Samstag, den 11. Juni. [799, 255, 889, 265]
kettle-icon [787, 651, 901, 683]
article-heading: Standesämter I, III–V, Frankfurt a. M. [525, 621, 694, 632]
table-row [734, 161, 955, 177]
section-title-sport: Sport. [355, 631, 410, 651]
section-title-gericht: Gerichtszeitung. [535, 147, 684, 167]
article-body: ▬▬▬ ▬▬ ▬▬▬▬ ▬▬ ▬▬▬▬▬ ▬▬▬ ▬▬ ▬▬▬▬ ▬▬▬▬▬ ▬▬ ▬▬▬ ▬▬▬▬ ▬▬ ▬▬▬▬▬▬ ▬▬ ▬▬▬ ▬▬▬▬ ▬▬▬▬▬ ▬▬ ▬▬▬▬ ▬▬▬ ▬▬▬▬▬▬ ▬▬ ▬▬▬ ▬▬▬▬ ▬▬▬▬ ▬▬ ▬▬▬▬▬ ▬▬▬ [58, 84, 266, 116]
article-body: ▬▬▬ ▬▬ ▬▬▬▬ ▬▬ ▬▬▬▬▬ ▬▬▬ ▬▬ ▬▬▬▬ ▬▬▬▬▬ ▬▬ ▬▬▬ ▬▬▬▬ ▬▬ ▬▬▬▬▬▬ ▬▬ ▬▬▬ ▬▬▬▬ ▬▬▬▬▬ ▬▬ ▬▬▬▬ ▬▬▬ ▬▬▬▬▬▬ ▬▬ ▬▬▬ ▬▬▬▬ [58, 617, 266, 642]
article-body: ▬▬▬▬ ▬▬ ▬▬▬ ▬▬▬▬▬ ▬▬ ▬▬▬▬ ▬▬▬ ▬▬▬▬▬▬ ▬▬ ▬▬▬ ▬▬▬▬ ▬▬▬▬▬ ▬▬ ▬▬▬▬ ▬▬▬ ▬▬▬▬ ▬▬ ▬▬▬▬▬ ▬▬▬ ▬▬ ▬▬▬▬ ▬▬▬▬▬ ▬▬ ▬▬▬ ▬▬▬▬ ▬▬ ▬▬▬▬▬▬ ▬▬ ▬▬▬ ▬▬▬▬ ▬▬▬▬▬ ▬▬ ▬▬▬▬ ▬▬▬ ▬▬▬▬▬▬ ▬▬ ▬▬▬ ▬▬▬▬ ▬▬▬▬ ▬▬ ▬▬▬▬▬ ▬▬▬ ▬▬▬ ▬▬▬▬ ▬▬ ▬▬▬▬▬ ▬▬▬ ▬▬ ▬▬▬▬ ▬▬▬▬▬ ▬▬ ▬▬▬ ▬▬▬▬ ▬▬ ▬▬▬▬▬▬ ▬▬ ▬▬▬ ▬▬▬▬ ▬▬▬▬▬ ▬▬ ▬▬▬▬ ▬▬▬ ▬▬▬▬▬▬ ▬▬ ▬▬▬ ▬▬▬▬ ▬▬▬▬ ▬▬ ▬▬▬▬▬ ▬▬▬ [58, 350, 266, 416]
article-heading: Einmachzucker. [130, 73, 194, 82]
theater-schedule-table [733, 86, 955, 226]
page-number: 6. Seite. Nr. 135. [58, 48, 171, 62]
table-cell [734, 349, 770, 359]
